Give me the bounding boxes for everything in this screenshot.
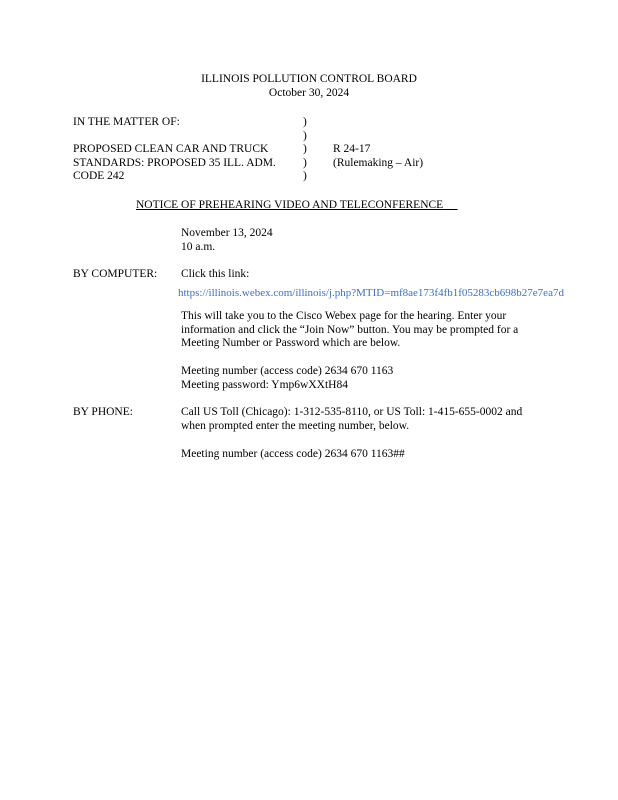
hearing-date: November 13, 2024	[181, 227, 273, 239]
instruction-line: information and click the “Join Now” button. You may be prompted for a	[181, 323, 519, 336]
hearing-datetime	[181, 227, 273, 254]
phone-line: when prompted enter the meeting number, below.	[181, 419, 410, 432]
board-name: ILLINOIS POLLUTION CONTROL BOARD	[201, 73, 417, 85]
document-header	[0, 73, 618, 100]
instruction-line: Meeting Number or Password which are below.	[181, 337, 401, 349]
hearing-time: 10 a.m.	[181, 240, 216, 253]
notice-title: NOTICE OF PREHEARING VIDEO AND TELECONFERENCE	[136, 199, 444, 211]
caption-brackets	[303, 116, 307, 184]
docket-info	[333, 143, 423, 170]
meeting-number: Meeting number (access code) 2634 670 1163	[181, 365, 394, 377]
document-date: October 30, 2024	[268, 86, 350, 99]
docket-type: (Rulemaking – Air)	[333, 156, 424, 169]
instruction-line: This will take you to the Cisco Webex page for the hearing. Enter your	[181, 310, 507, 322]
caption-title-line: CODE 242	[73, 170, 125, 182]
caption-bracket: )	[303, 116, 307, 128]
click-link-text: Click this link:	[181, 268, 250, 280]
computer-meeting-info	[181, 365, 393, 392]
caption-title-line: STANDARDS: PROPOSED 35 ILL. ADM.	[73, 156, 276, 169]
phone-meeting-number: Meeting number (access code) 2634 670 1163##	[181, 448, 405, 460]
matter-of-label: IN THE MATTER OF:	[73, 116, 180, 128]
caption-title-line: PROPOSED CLEAN CAR AND TRUCK	[73, 143, 269, 155]
caption-title	[73, 143, 276, 184]
webex-link[interactable]: https://illinois.webex.com/illinois/j.php?MTID=mf8ae173f4fb1f05283cb698b27e7ea7d	[178, 287, 564, 299]
caption-bracket: )	[303, 129, 307, 142]
by-computer-label: BY COMPUTER:	[73, 268, 158, 280]
caption-bracket: )	[303, 143, 307, 155]
by-phone-label: BY PHONE:	[73, 406, 133, 418]
computer-instructions	[181, 310, 518, 351]
caption-bracket: )	[303, 170, 307, 182]
phone-line: Call US Toll (Chicago): 1-312-535-8110, or US Toll: 1-415-655-0002 and	[181, 406, 523, 418]
caption-bracket: )	[303, 156, 307, 169]
phone-instructions	[181, 406, 522, 433]
meeting-password: Meeting password: Ymp6wXXtH84	[181, 378, 348, 391]
docket-number: R 24-17	[333, 143, 371, 155]
